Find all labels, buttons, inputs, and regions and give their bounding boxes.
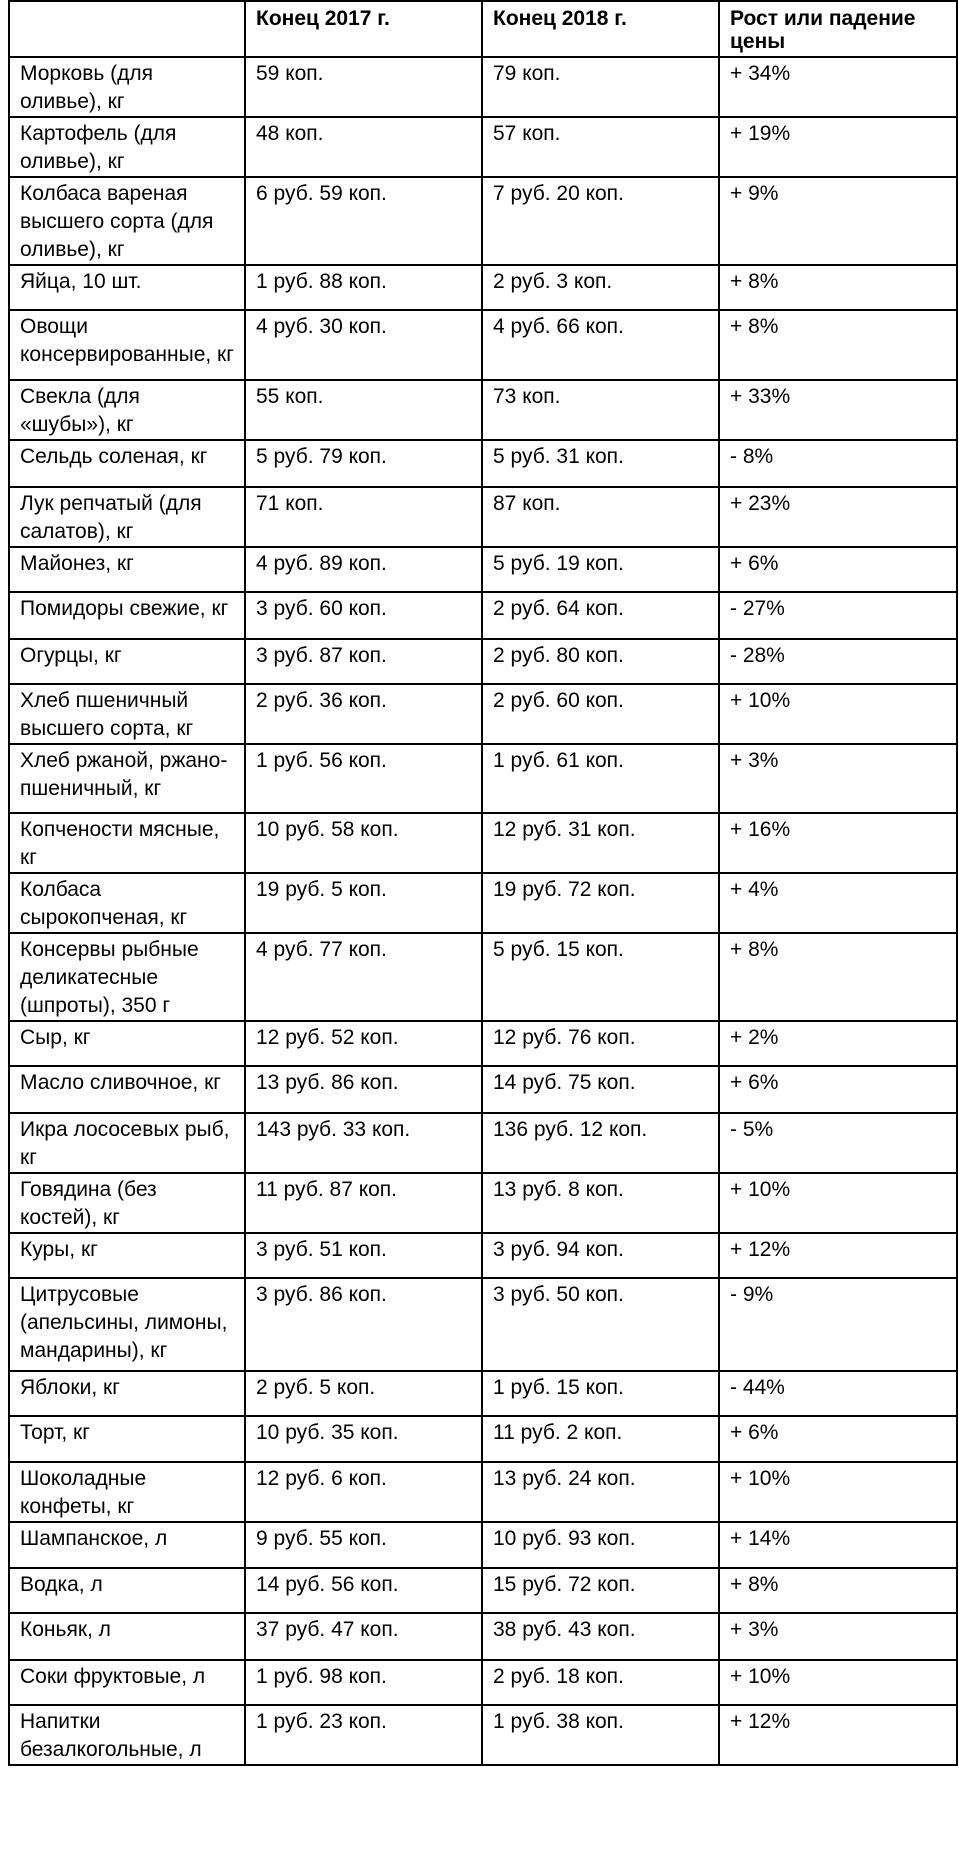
table-row [9, 1416, 957, 1462]
product-cell: Колбаса вареная высшего сорта (для оливье), кг [9, 177, 245, 265]
table-row [9, 1371, 957, 1416]
product-cell: Напитки безалкогольные, л [9, 1705, 245, 1765]
change-cell: + 3% [719, 1613, 957, 1660]
change-cell: - 28% [719, 639, 957, 684]
table-header [9, 1, 957, 57]
price-2018-cell: 10 руб. 93 коп. [482, 1522, 719, 1568]
change-cell: - 8% [719, 440, 957, 487]
price-2017-cell: 19 руб. 5 коп. [245, 873, 482, 933]
table-row [9, 487, 957, 547]
price-2017-cell: 48 коп. [245, 117, 482, 177]
price-2017-cell: 11 руб. 87 коп. [245, 1173, 482, 1233]
change-cell: + 23% [719, 487, 957, 547]
change-cell: + 6% [719, 1066, 957, 1113]
change-cell: + 4% [719, 873, 957, 933]
table-row [9, 1568, 957, 1613]
price-2017-cell: 12 руб. 52 коп. [245, 1021, 482, 1066]
change-cell: + 10% [719, 1173, 957, 1233]
price-2018-cell: 5 руб. 31 коп. [482, 440, 719, 487]
table-row [9, 177, 957, 265]
price-2018-cell: 3 руб. 50 коп. [482, 1278, 719, 1371]
table-row [9, 1705, 957, 1765]
table-row [9, 440, 957, 487]
product-cell: Икра лососевых рыб, кг [9, 1113, 245, 1173]
price-2017-cell: 14 руб. 56 коп. [245, 1568, 482, 1613]
product-cell: Говядина (без костей), кг [9, 1173, 245, 1233]
product-cell: Шоколадные конфеты, кг [9, 1462, 245, 1522]
price-2017-cell: 2 руб. 5 коп. [245, 1371, 482, 1416]
change-cell: + 12% [719, 1705, 957, 1765]
change-cell: + 19% [719, 117, 957, 177]
price-2018-cell: 1 руб. 15 коп. [482, 1371, 719, 1416]
price-2017-cell: 1 руб. 98 коп. [245, 1660, 482, 1705]
header-product [9, 1, 245, 57]
change-cell: + 8% [719, 1568, 957, 1613]
change-cell: + 8% [719, 310, 957, 380]
table-row [9, 547, 957, 592]
price-2017-cell: 6 руб. 59 коп. [245, 177, 482, 265]
table-row [9, 1522, 957, 1568]
table-row [9, 1173, 957, 1233]
product-cell: Лук репчатый (для салатов), кг [9, 487, 245, 547]
price-2018-cell: 5 руб. 15 коп. [482, 933, 719, 1021]
price-2017-cell: 4 руб. 30 коп. [245, 310, 482, 380]
table-row [9, 1278, 957, 1371]
price-2018-cell: 57 коп. [482, 117, 719, 177]
table-row [9, 1113, 957, 1173]
change-cell: + 3% [719, 744, 957, 813]
change-cell: + 8% [719, 265, 957, 310]
change-cell: - 5% [719, 1113, 957, 1173]
price-2017-cell: 55 коп. [245, 380, 482, 440]
price-table-wrapper [8, 0, 956, 1766]
table-row [9, 639, 957, 684]
price-2018-cell: 1 руб. 38 коп. [482, 1705, 719, 1765]
table-row [9, 380, 957, 440]
change-cell: + 14% [719, 1522, 957, 1568]
product-cell: Свекла (для «шубы»), кг [9, 380, 245, 440]
change-cell: + 12% [719, 1233, 957, 1278]
product-cell: Огурцы, кг [9, 639, 245, 684]
product-cell: Копчености мясные, кг [9, 813, 245, 873]
price-2018-cell: 3 руб. 94 коп. [482, 1233, 719, 1278]
product-cell: Хлеб пшеничный высшего сорта, кг [9, 684, 245, 744]
header-row [9, 1, 957, 57]
change-cell: + 9% [719, 177, 957, 265]
price-2018-cell: 12 руб. 76 коп. [482, 1021, 719, 1066]
price-2018-cell: 13 руб. 24 коп. [482, 1462, 719, 1522]
product-cell: Шампанское, л [9, 1522, 245, 1568]
table-row [9, 265, 957, 310]
product-cell: Майонез, кг [9, 547, 245, 592]
product-cell: Картофель (для оливье), кг [9, 117, 245, 177]
price-2018-cell: 14 руб. 75 коп. [482, 1066, 719, 1113]
price-2018-cell: 2 руб. 18 коп. [482, 1660, 719, 1705]
price-comparison-table [8, 0, 958, 1766]
price-2018-cell: 1 руб. 61 коп. [482, 744, 719, 813]
price-2018-cell: 15 руб. 72 коп. [482, 1568, 719, 1613]
table-row [9, 1660, 957, 1705]
price-2017-cell: 10 руб. 58 коп. [245, 813, 482, 873]
table-row [9, 1233, 957, 1278]
price-2017-cell: 4 руб. 77 коп. [245, 933, 482, 1021]
product-cell: Коньяк, л [9, 1613, 245, 1660]
product-cell: Масло сливочное, кг [9, 1066, 245, 1113]
table-row [9, 1462, 957, 1522]
product-cell: Куры, кг [9, 1233, 245, 1278]
price-2017-cell: 2 руб. 36 коп. [245, 684, 482, 744]
table-row [9, 310, 957, 380]
table-row [9, 1021, 957, 1066]
change-cell: + 33% [719, 380, 957, 440]
product-cell: Яйца, 10 шт. [9, 265, 245, 310]
change-cell: + 6% [719, 1416, 957, 1462]
price-2018-cell: 11 руб. 2 коп. [482, 1416, 719, 1462]
price-2018-cell: 2 руб. 64 коп. [482, 592, 719, 639]
change-cell: + 10% [719, 1660, 957, 1705]
price-2018-cell: 12 руб. 31 коп. [482, 813, 719, 873]
change-cell: + 16% [719, 813, 957, 873]
table-row [9, 1066, 957, 1113]
price-2018-cell: 4 руб. 66 коп. [482, 310, 719, 380]
table-row [9, 933, 957, 1021]
price-2018-cell: 7 руб. 20 коп. [482, 177, 719, 265]
product-cell: Яблоки, кг [9, 1371, 245, 1416]
price-2018-cell: 19 руб. 72 коп. [482, 873, 719, 933]
price-2017-cell: 9 руб. 55 коп. [245, 1522, 482, 1568]
table-row [9, 813, 957, 873]
price-2018-cell: 13 руб. 8 коп. [482, 1173, 719, 1233]
header-end-2017: Конец 2017 г. [245, 1, 482, 57]
product-cell: Сельдь соленая, кг [9, 440, 245, 487]
change-cell: + 10% [719, 684, 957, 744]
product-cell: Сыр, кг [9, 1021, 245, 1066]
product-cell: Цитрусовые (апельсины, лимоны, мандарины), кг [9, 1278, 245, 1371]
price-2017-cell: 13 руб. 86 коп. [245, 1066, 482, 1113]
price-2017-cell: 59 коп. [245, 57, 482, 117]
price-2017-cell: 3 руб. 86 коп. [245, 1278, 482, 1371]
table-row [9, 57, 957, 117]
change-cell: - 27% [719, 592, 957, 639]
price-2018-cell: 2 руб. 3 коп. [482, 265, 719, 310]
header-price-change: Рост или падение цены [719, 1, 957, 57]
price-2017-cell: 1 руб. 88 коп. [245, 265, 482, 310]
change-cell: + 2% [719, 1021, 957, 1066]
table-row [9, 873, 957, 933]
price-2017-cell: 12 руб. 6 коп. [245, 1462, 482, 1522]
change-cell: + 6% [719, 547, 957, 592]
change-cell: + 34% [719, 57, 957, 117]
price-2017-cell: 143 руб. 33 коп. [245, 1113, 482, 1173]
product-cell: Помидоры свежие, кг [9, 592, 245, 639]
table-row [9, 1613, 957, 1660]
price-2017-cell: 71 коп. [245, 487, 482, 547]
price-2018-cell: 5 руб. 19 коп. [482, 547, 719, 592]
table-row [9, 684, 957, 744]
product-cell: Овощи консервированные, кг [9, 310, 245, 380]
product-cell: Морковь (для оливье), кг [9, 57, 245, 117]
price-2017-cell: 10 руб. 35 коп. [245, 1416, 482, 1462]
price-2017-cell: 1 руб. 23 коп. [245, 1705, 482, 1765]
price-2018-cell: 73 коп. [482, 380, 719, 440]
price-2017-cell: 4 руб. 89 коп. [245, 547, 482, 592]
table-row [9, 117, 957, 177]
price-2017-cell: 37 руб. 47 коп. [245, 1613, 482, 1660]
price-2018-cell: 38 руб. 43 коп. [482, 1613, 719, 1660]
product-cell: Водка, л [9, 1568, 245, 1613]
product-cell: Консервы рыбные деликатесные (шпроты), 350 г [9, 933, 245, 1021]
price-2018-cell: 79 коп. [482, 57, 719, 117]
price-2017-cell: 3 руб. 60 коп. [245, 592, 482, 639]
price-2018-cell: 2 руб. 80 коп. [482, 639, 719, 684]
product-cell: Колбаса сырокопченая, кг [9, 873, 245, 933]
change-cell: + 8% [719, 933, 957, 1021]
product-cell: Соки фруктовые, л [9, 1660, 245, 1705]
product-cell: Хлеб ржаной, ржано-пшеничный, кг [9, 744, 245, 813]
product-cell: Торт, кг [9, 1416, 245, 1462]
change-cell: + 10% [719, 1462, 957, 1522]
table-body [9, 57, 957, 1765]
table-row [9, 592, 957, 639]
price-2018-cell: 136 руб. 12 коп. [482, 1113, 719, 1173]
price-2017-cell: 3 руб. 51 коп. [245, 1233, 482, 1278]
change-cell: - 44% [719, 1371, 957, 1416]
price-2017-cell: 1 руб. 56 коп. [245, 744, 482, 813]
price-2017-cell: 3 руб. 87 коп. [245, 639, 482, 684]
price-2018-cell: 87 коп. [482, 487, 719, 547]
price-2018-cell: 2 руб. 60 коп. [482, 684, 719, 744]
table-row [9, 744, 957, 813]
price-2017-cell: 5 руб. 79 коп. [245, 440, 482, 487]
header-end-2018: Конец 2018 г. [482, 1, 719, 57]
change-cell: - 9% [719, 1278, 957, 1371]
